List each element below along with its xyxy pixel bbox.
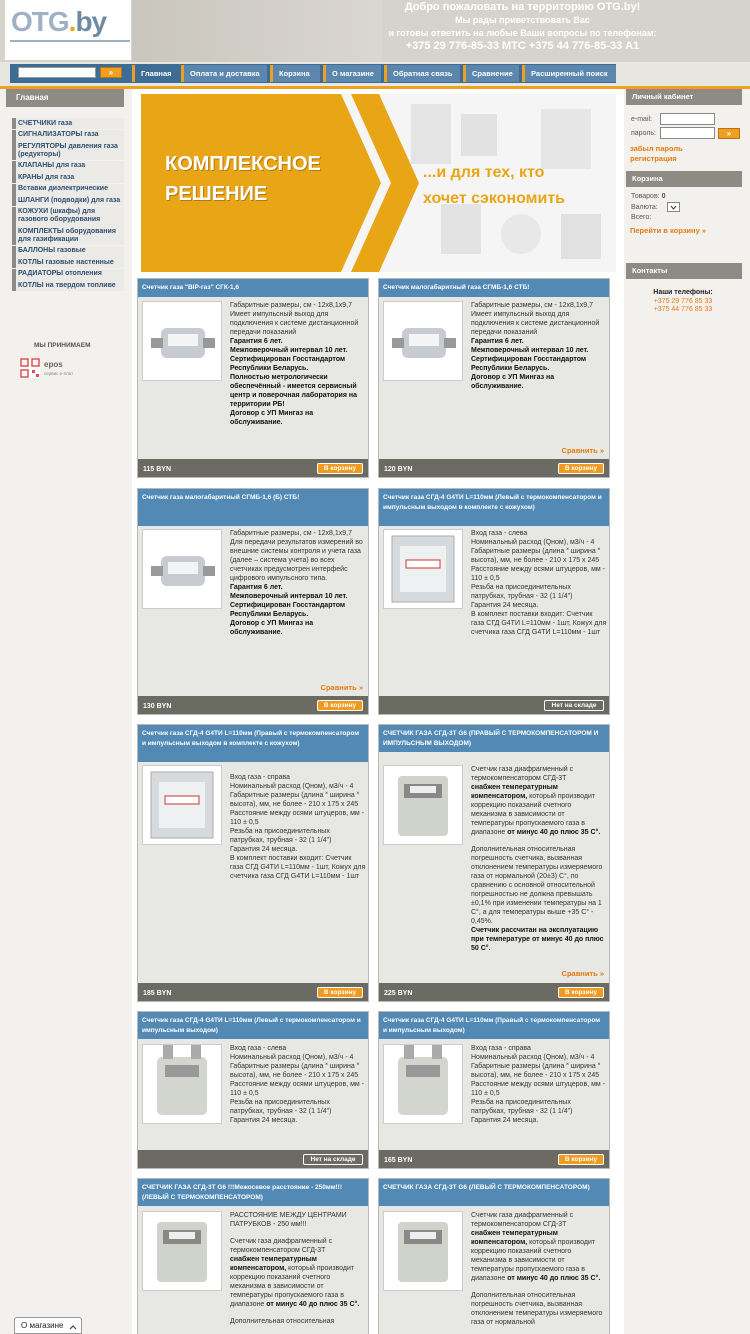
- product-price: 120 BYN: [384, 466, 413, 473]
- category-item[interactable]: СИГНАЛИЗАТОРЫ газа: [12, 130, 124, 141]
- product-price: 185 BYN: [143, 990, 172, 997]
- category-item[interactable]: КОТЛЫ на твердом топливе: [12, 280, 124, 291]
- product-desc: [471, 1044, 607, 1125]
- tab-feedback[interactable]: Обратная связь: [384, 65, 460, 82]
- desc-bold: снабжен температурным компенсатором,: [471, 1230, 558, 1246]
- product-card: [378, 1011, 610, 1169]
- product-card: [137, 1011, 369, 1169]
- add-to-cart-button[interactable]: В корзину: [317, 463, 363, 474]
- product-footer: [379, 459, 609, 477]
- product-image[interactable]: [383, 1044, 463, 1124]
- banner-slogan2: хочет сэкономить: [423, 190, 566, 207]
- desc-line: Габаритные размеры, см - 12х8,1х9,7: [471, 302, 593, 309]
- logo-domain: by: [75, 6, 107, 37]
- desc-bold: Гарантия 6 лет.: [230, 338, 283, 345]
- header-image: [132, 0, 382, 62]
- meter-sgmb-b-image: [143, 530, 221, 608]
- epos-label: epos: [44, 360, 63, 369]
- product-price: 130 BYN: [143, 703, 172, 710]
- product-footer: [138, 459, 368, 477]
- header-phones: +375 29 776-85-33 МТС +375 44 776-85-33 А1: [405, 40, 640, 52]
- product-footer: [379, 983, 609, 1001]
- product-desc: [471, 1211, 607, 1327]
- popup-label: О магазине: [21, 1321, 64, 1330]
- desc-line: Резьба на присоединительных патрубках, трубная - 32 (1 1/4"): [230, 1099, 332, 1115]
- product-desc: [471, 301, 607, 391]
- add-to-cart-button[interactable]: В корзину: [558, 1154, 604, 1165]
- product-desc: [230, 529, 366, 637]
- category-item[interactable]: КОЖУХИ (шкафы) для газового оборудования: [12, 207, 124, 226]
- tab-advanced-search[interactable]: Расширенный поиск: [522, 65, 616, 82]
- desc-bold: Гарантия 6 лет.: [230, 584, 283, 591]
- meter-sgmb-image: [384, 302, 462, 380]
- product-footer: [138, 696, 368, 714]
- desc-line: который производит коррекцию показаний счетного механизма в зависимости от температуры пропускаемого газа в диапазоне: [471, 793, 596, 836]
- desc-line: Имеет импульсный выход для подключения к системе дистанционной передачи показаний: [230, 311, 359, 336]
- desc-bold: снабжен температурным компенсатором,: [471, 784, 558, 800]
- about-popup-tab[interactable]: [14, 1317, 82, 1334]
- add-to-cart-button[interactable]: В корзину: [317, 700, 363, 711]
- product-image[interactable]: [383, 301, 463, 381]
- compare-link[interactable]: Сравнить »: [561, 446, 604, 455]
- meter-g6-image: [384, 1212, 462, 1290]
- our-phones-label: Наши телефоны:: [653, 289, 713, 296]
- promo-banner[interactable]: [141, 94, 616, 272]
- desc-bold: от минус 40 до плюс 35 С°.: [507, 829, 601, 836]
- desc-line: Дополнительная относительная погрешность счетчика, вызванная отклонением температуры измеряемого газа от нормальной (20±3) С°, по сравнению с основной относительной погрешностью не должна превышать ±0,1% при изменении температуры на 1 С°, а для температуры выше +35 С° - 0,45%.: [471, 846, 603, 925]
- desc-line: Гарантия 24 месяца.: [471, 1117, 539, 1124]
- logo-underline: [10, 40, 130, 42]
- desc-bold: Межповерочный интервал 10 лет.: [230, 593, 348, 600]
- add-to-cart-button[interactable]: В корзину: [317, 987, 363, 998]
- logo-main: OTG: [11, 6, 69, 37]
- email-field[interactable]: [660, 113, 715, 125]
- desc-line: Расстояние между осями штуцеров, мм - 110 ± 0,5: [230, 1081, 364, 1097]
- out-of-stock-button[interactable]: Нет на складе: [303, 1154, 363, 1165]
- tab-payment[interactable]: Оплата и доставка: [181, 65, 267, 82]
- product-title[interactable]: СЧЕТЧИК ГАЗА СГД-3Т G6 (ЛЕВЫЙ С ТЕРМОКОМПЕНСАТОРОМ): [379, 1179, 609, 1206]
- logo-box[interactable]: [5, 0, 131, 60]
- go-to-cart-link[interactable]: Перейти в корзину »: [630, 226, 706, 235]
- meter-housing-image: [384, 530, 462, 608]
- category-item[interactable]: ШЛАНГИ (подводки) для газа: [12, 195, 124, 206]
- product-footer: [138, 983, 368, 1001]
- desc-line: Для передачи результатов измерений во внешние системы контроля и учета газа (далее – система учета) во всех счетчиках предусмотрен интерфейс цифрового импульсного типа.: [230, 539, 363, 582]
- desc-line: Резьба на присоединительных патрубках, трубная - 32 (1 1/4"): [471, 1099, 573, 1115]
- register-link[interactable]: регистрация: [630, 154, 677, 163]
- desc-bold: Договор с УП Мингаз на обслуживание.: [471, 374, 555, 390]
- desc-line: Счетчик газа диафрагменный с термокомпенсатором СГД-3Т: [230, 1238, 333, 1254]
- contact-phone-1: +375 29 776 85 33: [653, 297, 713, 305]
- desc-line: Резьба на присоединительных патрубках, трубная - 32 (1 1/4"): [230, 828, 332, 844]
- product-desc: [230, 1044, 366, 1125]
- category-item[interactable]: КОМПЛЕКТЫ оборудования для газификации: [12, 226, 124, 245]
- meter-sgk-image: [143, 302, 221, 380]
- desc-line: Расстояние между осями штуцеров, мм - 110 ± 0,5: [471, 566, 605, 582]
- category-item[interactable]: РАДИАТОРЫ отопления: [12, 269, 124, 280]
- desc-bold: Счетчик рассчитан на эксплуатацию при температуре от минус 40 до плюс 50 С°.: [471, 927, 604, 952]
- banner-slogan1: ...и для тех, кто: [423, 164, 545, 181]
- desc-line: Гарантия 24 месяца.: [230, 846, 298, 853]
- desc-bold: от минус 40 до плюс 35 С°.: [507, 1275, 601, 1282]
- compare-link[interactable]: Сравнить »: [320, 683, 363, 692]
- product-image[interactable]: [142, 1211, 222, 1291]
- forgot-password-link[interactable]: забыл пароль: [630, 144, 683, 153]
- left-sidebar-title: Главная: [6, 89, 124, 107]
- product-image[interactable]: [142, 1044, 222, 1124]
- chevron-down-icon: [668, 203, 679, 211]
- desc-bold: Сертифицирован Госстандартом Республики Беларусь.: [471, 356, 587, 372]
- goods-count: 0: [661, 193, 666, 200]
- ready-text: и готовы ответить на любые Ваши вопросы по телефонам:: [388, 28, 657, 38]
- product-card: [137, 278, 369, 478]
- desc-line: Габаритные размеры, см - 12х8,1х9,7: [230, 302, 352, 309]
- desc-bold: от минус 40 до плюс 35 С°.: [266, 1301, 360, 1308]
- product-footer: [379, 696, 609, 714]
- desc-line: Габаритные размеры, см - 12х8,1х9,7: [230, 530, 352, 537]
- email-label: e-mail:: [631, 116, 653, 123]
- add-to-cart-button[interactable]: В корзину: [558, 987, 604, 998]
- banner-line2: РЕШЕНИЕ: [165, 183, 268, 205]
- desc-bold: Межповерочный интервал 10 лет.: [471, 347, 589, 354]
- desc-line: Габаритные размеры (длина ˟ ширина ˟ высота), мм, не более - 210 х 175 х 245: [230, 792, 360, 808]
- product-price: 165 BYN: [384, 1157, 413, 1164]
- meter-sgd-image: [143, 1045, 221, 1123]
- desc-line: Габаритные размеры (длина ˟ ширина ˟ высота), мм, не более - 210 х 175 х 245: [471, 548, 601, 564]
- tab-home[interactable]: Главная: [132, 65, 178, 82]
- currency-label: Валюта:: [631, 204, 658, 211]
- desc-bold: Гарантия 6 лет.: [471, 338, 524, 345]
- cabinet-title: Личный кабинет: [626, 89, 742, 105]
- total-label: Всего:: [631, 214, 652, 221]
- product-desc: [230, 301, 366, 427]
- tab-cart[interactable]: Корзина: [270, 65, 320, 82]
- desc-line: Гарантия 24 месяца.: [471, 602, 539, 609]
- category-menu: [12, 118, 124, 292]
- category-item[interactable]: БАЛЛОНЫ газовые: [12, 246, 124, 257]
- desc-bold: снабжен температурным компенсатором,: [230, 1256, 317, 1272]
- banner-title: [165, 149, 321, 209]
- chevron-up-icon: [69, 1324, 77, 1330]
- meter-sgd-image: [384, 1045, 462, 1123]
- desc-bold: Договор с УП Мингаз на обслуживание.: [230, 410, 314, 426]
- compare-link[interactable]: Сравнить »: [561, 969, 604, 978]
- banner-slogan: [423, 160, 565, 212]
- add-to-cart-button[interactable]: В корзину: [558, 463, 604, 474]
- search-go-button[interactable]: »: [100, 67, 122, 78]
- login-go-button[interactable]: »: [718, 128, 740, 139]
- welcome-text: Добро пожаловать на территорию OTG.by!: [404, 1, 641, 13]
- desc-line: Резьба на присоединительных патрубках, трубная - 32 (1 1/4"): [471, 584, 573, 600]
- contacts-title: Контакты: [626, 263, 742, 279]
- product-title[interactable]: СЧЕТЧИК ГАЗА СГД-3Т G6 (ПРАВЫЙ С ТЕРМОКОМПЕНСАТОРОМ И ИМПУЛЬСНЫМ ВЫХОДОМ): [379, 725, 609, 752]
- password-field[interactable]: [660, 127, 715, 139]
- out-of-stock-button[interactable]: Нет на складе: [544, 700, 604, 711]
- desc-line: Дополнительная относительная: [230, 1318, 335, 1325]
- desc-line: Номинальный расход (Qном), м3/ч - 4: [230, 1054, 354, 1061]
- desc-line: который производит коррекцию показаний счетного механизма в зависимости от температуры пропускаемого газа в диапазоне: [471, 1239, 596, 1282]
- desc-line: РАССТОЯНИЕ МЕЖДУ ЦЕНТРАМИ ПАТРУБКОВ - 250 мм!!!: [230, 1212, 347, 1228]
- product-desc: [471, 529, 607, 637]
- desc-line: Вход газа - слева: [471, 530, 528, 537]
- tab-about[interactable]: О магазине: [323, 65, 381, 82]
- logo-dot: .: [68, 6, 76, 37]
- desc-bold: Межповерочный интервал 10 лет.: [230, 347, 348, 354]
- product-card: [137, 488, 369, 715]
- category-item[interactable]: СЧЕТЧИКИ газа: [12, 118, 124, 129]
- product-desc: [230, 1211, 366, 1326]
- desc-line: Номинальный расход (Qном), м3/ч - 4: [471, 539, 595, 546]
- banner-line1: КОМПЛЕКСНОЕ: [165, 153, 321, 175]
- currency-select[interactable]: [667, 202, 680, 212]
- desc-line: Вход газа - справа: [471, 1045, 531, 1052]
- product-footer: [379, 1150, 609, 1168]
- logo[interactable]: [11, 6, 106, 38]
- meter-g6-image: [143, 1212, 221, 1290]
- product-price: 225 BYN: [384, 990, 413, 997]
- qr-icon: [20, 358, 40, 378]
- product-image[interactable]: [383, 765, 463, 845]
- desc-bold: Сертифицирован Госстандартом Республики Беларусь.: [230, 602, 346, 618]
- category-item[interactable]: РЕГУЛЯТОРЫ давления газа (редукторы): [12, 141, 124, 160]
- desc-line: Вход газа - слева: [230, 1045, 287, 1052]
- search-input[interactable]: [18, 67, 96, 78]
- product-image[interactable]: [142, 301, 222, 381]
- desc-line: Габаритные размеры (длина ˟ ширина ˟ высота), мм, не более - 210 х 175 х 245: [230, 1063, 360, 1079]
- product-title[interactable]: Счетчик малогабаритный газа СГМБ-1,6 СТБ!: [379, 279, 609, 297]
- product-title[interactable]: Счетчик газа "BIP-газ" СГК-1,6: [138, 279, 368, 297]
- product-card: [378, 488, 610, 715]
- desc-line: Габаритные размеры (длина ˟ ширина ˟ высота), мм, не более - 210 х 175 х 245: [471, 1063, 601, 1079]
- product-desc: [230, 773, 366, 881]
- header-contacts: [380, 1, 665, 53]
- desc-bold: Договор с УП Мингаз на обслуживание.: [230, 620, 314, 636]
- desc-line: Номинальный расход (Qном), м3/ч - 4: [471, 1054, 595, 1061]
- product-title[interactable]: Счетчик газа СГД-4 G4ТИ L=110мм (Правый с термокомпенсатором и импульсным выходом в комплекте с кожухом): [138, 725, 368, 762]
- meter-g6-image: [384, 766, 462, 844]
- epos-sub: сервис е-плат: [44, 371, 74, 376]
- contacts-block: [628, 289, 738, 315]
- product-title[interactable]: Счетчик газа СГД-4 G4ТИ L=110мм (Правый с термокомпенсатором и импульсным выходом): [379, 1012, 609, 1039]
- desc-line: Расстояние между осями штуцеров, мм - 110 ± 0,5: [471, 1081, 605, 1097]
- product-card: [378, 1178, 610, 1334]
- cart-title: Корзина: [626, 171, 742, 187]
- goods-label: [631, 193, 665, 200]
- desc-line: Счетчик газа диафрагменный с термокомпенсатором СГД-3Т: [471, 766, 574, 782]
- desc-line: В комплект поставки входит: Счетчик газа СГД G4ТИ L=110мм - 1шт, Кожух для счетчика газа СГД G4ТИ L=110мм - 1шт: [471, 611, 607, 636]
- desc-line: Счетчик газа диафрагменный с термокомпенсатором СГД-3Т: [471, 1212, 574, 1228]
- we-accept-label: МЫ ПРИНИМАЕМ: [34, 342, 91, 349]
- greet-text: Мы рады приветствовать Вас: [455, 15, 590, 25]
- category-item[interactable]: КЛАПАНЫ для газа: [12, 161, 124, 172]
- product-desc: [471, 765, 607, 953]
- desc-line: Вход газа - справа: [230, 774, 290, 781]
- product-image[interactable]: [383, 529, 463, 609]
- product-title[interactable]: Счетчик газа малогабаритный СГМБ-1,6 (Б) СТБ!: [138, 489, 368, 526]
- tab-compare[interactable]: Сравнение: [463, 65, 519, 82]
- product-price: 115 BYN: [143, 466, 172, 473]
- desc-bold: Сертифицирован Госстандартом Республики Беларусь.: [230, 356, 346, 372]
- desc-line: В комплект поставки входит: Счетчик газа СГД G4ТИ L=110мм - 1шт, Кожух для счетчика газа СГД G4ТИ L=110мм - 1шт: [230, 855, 366, 880]
- product-image[interactable]: [383, 1211, 463, 1291]
- desc-line: Расстояние между осями штуцеров, мм - 110 ± 0,5: [230, 810, 364, 826]
- category-item[interactable]: КРАНЫ для газа: [12, 172, 124, 183]
- product-footer: [138, 1150, 368, 1168]
- product-title[interactable]: Счетчик газа СГД-4 G4ТИ L=110мм (Левый с термокомпенсатором и импульсным выходом в комплекте с кожухом): [379, 489, 609, 526]
- desc-bold: Полностью метрологически обеспечённый - имеется сервисный центр и поверочная лаборатория на территории РБ!: [230, 374, 357, 408]
- product-title[interactable]: СЧЕТЧИК ГАЗА СГД-3Т G6 !!!Межосевое расстояние - 250мм!!! (ЛЕВЫЙ С ТЕРМОКОМПЕНСАТОРОМ): [138, 1179, 368, 1206]
- desc-line: Гарантия 24 месяца.: [230, 1117, 298, 1124]
- product-card: [137, 724, 369, 1002]
- category-item[interactable]: КОТЛЫ газовые настенные: [12, 257, 124, 268]
- product-card: [137, 1178, 369, 1334]
- product-card: [378, 724, 610, 1002]
- product-card: [378, 278, 610, 478]
- product-image[interactable]: [142, 529, 222, 609]
- desc-line: который производит коррекцию показаний счетного механизма в зависимости от температуры пропускаемого газа в диапазоне: [230, 1265, 355, 1308]
- desc-line: Имеет импульсный выход для подключения к системе дистанционной передачи показаний: [471, 311, 600, 336]
- desc-line: Номинальный расход (Qном), м3/ч - 4: [230, 783, 354, 790]
- password-label: пароль:: [631, 130, 656, 137]
- meter-housing-image: [143, 766, 221, 844]
- category-item[interactable]: Вставки диэлектрические: [12, 184, 124, 195]
- desc-line: Дополнительная относительная погрешность счетчика, вызванная отклонением температуры измеряемого газа от нормальной: [471, 1292, 603, 1326]
- epos-logo[interactable]: [20, 358, 74, 380]
- product-image[interactable]: [142, 765, 222, 845]
- contact-phone-2: +375 44 776 85 33: [653, 306, 713, 313]
- product-title[interactable]: Счетчик газа СГД-4 G4ТИ L=110мм (Левый с термокомпенсатором и импульсным выходом): [138, 1012, 368, 1039]
- goods-label-text: Товаров:: [631, 193, 660, 200]
